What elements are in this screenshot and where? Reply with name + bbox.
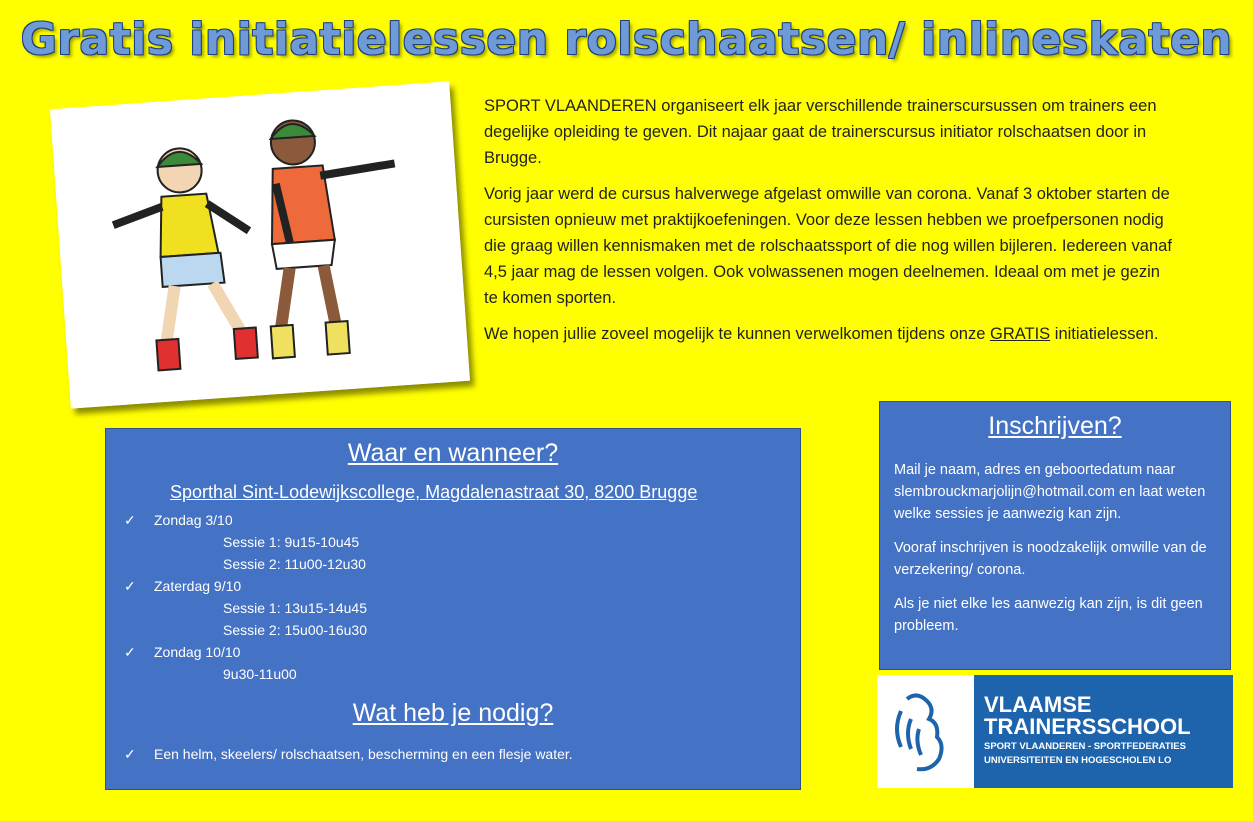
schedule-day — [124, 509, 800, 531]
day-label: Zaterdag 9/10 — [154, 578, 242, 594]
check-icon: ✓ — [124, 746, 136, 762]
intro-paragraph-3 — [484, 321, 1174, 347]
logo-subline-2: UNIVERSITEITEN EN HOGESCHOLEN LO — [984, 755, 1172, 766]
register-paragraph-3: Als je niet elke les aanwezig kan zijn, is dit geen probleem. — [894, 596, 1203, 634]
session-item: Sessie 1: 9u15-10u45 — [223, 534, 360, 550]
intro-paragraph-2: Vorig jaar werd de cursus halverwege afgelast omwille van corona. Vanaf 3 oktober starten de cursisten opnieuw met praktijkoefeningen. Voor deze lessen hebben we proefpersonen nodig die graag willen kennismaken met de rolschaatssport of die nog willen bijleren. Iedereen vanaf 4,5 jaar mag de lessen volgen. Ook volwassenen mogen deelnemen. Ideaal om met je gezin te komen sporten. — [484, 185, 1172, 307]
check-icon: ✓ — [124, 578, 136, 594]
when-heading: Waar en wanneer? — [347, 439, 559, 467]
intro-p3-after: initiatielessen. — [1050, 325, 1159, 343]
logo-subline-1: SPORT VLAANDEREN - SPORTFEDERATIES — [984, 741, 1186, 752]
intro-p3-before: We hopen jullie zoveel mogelijk te kunnen verwelkomen tijdens onze — [484, 325, 990, 343]
intro-paragraph-1: SPORT VLAANDEREN organiseert elk jaar verschillende trainerscursussen om trainers een degelijke opleiding te geven. Dit najaar gaat de trainerscursus initiator rolschaatsen door in Brugge. — [484, 97, 1157, 167]
session-item: 9u30-11u00 — [223, 666, 297, 682]
register-paragraph-2: Vooraf inschrijven is noodzakelijk omwille van de verzekering/ corona. — [894, 540, 1207, 578]
logo-line-1: VLAAMSE — [984, 692, 1092, 717]
register-heading: Inschrijven? — [988, 412, 1122, 440]
gratis-link: GRATIS — [989, 325, 1051, 343]
skaters-illustration — [50, 81, 470, 408]
schedule-day — [124, 575, 800, 597]
register-paragraph-1: Mail je naam, adres en geboortedatum naar slembrouckmarjolijn@hotmail.com en laat weten welke sessies je aanwezig kan zijn. — [894, 462, 1206, 522]
intro-text — [484, 93, 1174, 357]
page-title: Gratis initiatielessen rolschaatsen/ inlineskaten — [20, 14, 1233, 65]
check-icon: ✓ — [124, 512, 136, 528]
day-label: Zondag 3/10 — [154, 512, 233, 528]
registration-panel — [879, 401, 1231, 670]
check-icon: ✓ — [124, 644, 136, 660]
need-text: Een helm, skeelers/ rolschaatsen, bescherming en een flesje water. — [154, 746, 573, 762]
day-label: Zondag 10/10 — [154, 644, 241, 660]
venue-address: Sporthal Sint-Lodewijkscollege, Magdalenastraat 30, 8200 Brugge — [170, 482, 698, 502]
logo-line-2: TRAINERSSCHOOL — [984, 714, 1191, 739]
need-item — [124, 746, 800, 763]
need-heading: Wat heb je nodig? — [352, 699, 554, 727]
trainersschool-logo — [877, 675, 1233, 788]
session-item: Sessie 1: 13u15-14u45 — [223, 600, 367, 616]
schedule-list — [106, 509, 800, 685]
when-where-panel — [105, 428, 801, 790]
session-item: Sessie 2: 15u00-16u30 — [223, 622, 367, 638]
session-item: Sessie 2: 11u00-12u30 — [223, 556, 366, 572]
schedule-day — [124, 641, 800, 663]
lion-icon — [887, 689, 967, 774]
